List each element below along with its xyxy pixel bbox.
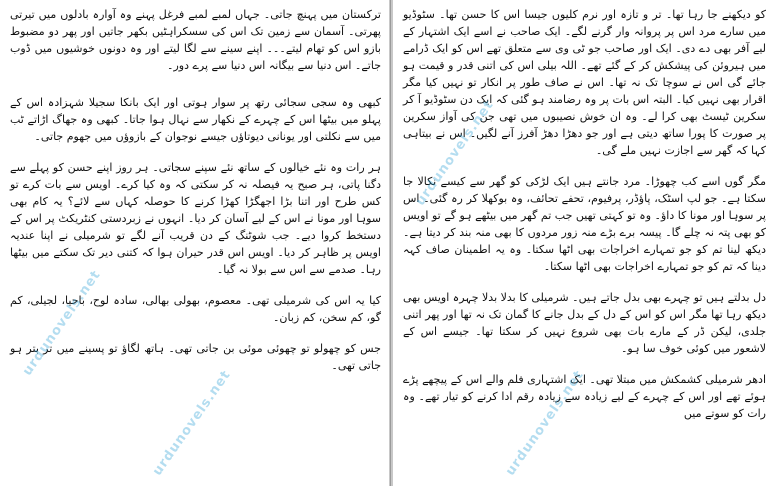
right-paragraph-2: مگر گوں اسے کب چھوڑا۔ مرد جانتے ہیں ایک لڑکی کو گھر سے کیسے نکالا جا سکتا ہے۔ جو لپ اسٹک، پاؤڈر، پرفیوم، تحفے تحائف، وہ بوکھلا کر رہ گئی۔ اس پر سوہا اور مونا کا داؤ۔ وہ تو کہتی تھیں جب تم گھر میں بیٹھے ہو گے تو اویس کو بھی پتہ نہ چلے گا۔ پیسہ برے بڑے منہ زور مردوں کا بھی منہ بند کر دیتا ہے۔ دیکھ لینا تم کو جو تمہارے اخراجات بھی اٹھا سکتا۔ وہ یہ اطمینان صاف کہہ دینا کہ تم کو جو تمہارے اخراجات بھی اٹھا سکتا۔ [403,175,766,273]
watermark-text: urdunovels.net [503,367,588,479]
left-paragraph-1: ترکستان میں پہنچ جاتی۔ جہاں لمبے لمبے فرغل پہنے وہ آوارہ بادلوں میں تیرتی پھرتی۔ آسمان سے زمین تک اس کی سسکراہٹیں بکھر جاتیں اور پھر دو مضبوط بازو اس کو تھام لیتے۔۔۔ اپنے سینے سے لگا لیتے اور وہ دونوں خوشیوں میں ڈوب جاتے۔ اس دنیا سے بیگانہ اس دنیا سے پرے دور۔ [10,8,381,72]
page-divider [390,0,391,486]
right-page [393,0,778,486]
left-paragraph-5: جس کو چھولو تو چھوئی موئی بن جاتی تھی۔ ہاتھ لگاؤ تو پسینے میں تر بتر ہو جاتی تھی۔ [10,342,381,372]
watermark-text: urdunovels.net [150,367,235,479]
right-page-text [403,6,766,436]
right-paragraph-1: کو دیکھنے جا رہا تھا۔ تر و تازہ اور نرم کلیوں جیسا اس کا حسن تھا۔ سٹوڈیو میں سارے مرد اس پر پروانہ وار گرنے لگے۔ ایک صاحب نے اسے ایک اشتہار کے لیے آفر بھی دے دی۔ ایک اور صاحب جو ٹی وی سے متعلق تھے اس کو ایک ڈرامے میں ہیروئن کی پیشکش کر کے گئے تھے۔ اللہ بیلی اس کی اتنی قدر و قیمت ہو جائے گی اس نے سوچا تک نہ تھا۔ اس نے صاف طور پر انکار تو نہیں کیا مگر اقرار بھی نہیں کیا۔ البتہ اس بات پر وہ رضامند ہو گئی کہ ایک دن سٹوڈیو آ کر سکرین ٹیسٹ بھی کرا لے۔ وہ ان خوش نصیبوں میں تھی جن کی آواز سکرین پر صورت کا پورا ساتھ دیتی ہے اور جو دھڑا دھڑ آفرز آنے لگیں۔ اس نے بیتاہی کہا کہ گھر سے اجازت نہیں ملے گی۔ [403,8,766,157]
left-paragraph-3: ہر رات وہ نئے خیالوں کے ساتھ نئے سپنے سجاتی۔ ہر روز اپنے حسن کو پہلے سے دگنا پاتی، ہر صبح یہ فیصلہ نہ کر سکتی کہ وہ کیا کرے۔ اویس سے بات کرے تو کس طرح اور اتنا بڑا اجھگڑا کھڑا کرنے کا حوصلہ کہاں سے لائے؟ یہ کام بھی سوہا اور مونا نے اس کے لیے آسان کر دیا۔ انہوں نے زبردستی کنٹریکٹ پر اس کے دستخط کروا دیے۔ جب شوٹنگ کے دن قریب آنے لگے تو شرمیلی نے اپنا عندیہ اویس پر ظاہر کر دیا۔ اویس اس قدر حیران ہوا کہ کتنی دیر تک سکتے میں بیٹھا رہا۔ صدمے سے اس سے بولا نہ گیا۔ [10,161,381,276]
right-paragraph-4: ادھر شرمیلی کشمکش میں مبتلا تھی۔ ایک اشتہاری فلم والے اس کے پیچھے پڑے ہوئے تھے اور اس کے چہرے کے لیے زیادہ سے زیادہ رقم ادا کرنے کو تیار تھے۔ وہ رات کو سوتے میں [403,373,766,420]
watermark-text: urdunovels.net [413,97,498,209]
left-paragraph-2: کبھی وہ سجی سجائی رتھ پر سوار ہوتی اور ایک بانکا سجیلا شہزادہ اس کے پہلو میں بیٹھا اس کے چہرے کے نکھار سے نہال ہوا جاتا۔ کبھی وہ جھاگ اڑاتے ٹب میں سے نکلتی اور یونانی دیوتاؤں جیسے نوجوان کے بازوؤں میں جھوم جاتی۔ [10,96,381,143]
left-page-text [10,6,381,388]
right-paragraph-3: دل بدلتے ہیں تو چہرے بھی بدل جاتے ہیں۔ شرمیلی کا بدلا بدلا چہرہ اویس بھی دیکھ رہا تھا مگر اس کو اس کے دل کے بدل جانے کا گمان تک نہ تھا اور پھر اتنی جلدی، لیکن ڈر کے مارے بات بھی شروع نہیں کر سکتا تھا۔ جیسے اس کے لاشعور میں کوئی خوف سا ہو۔ [403,291,766,355]
left-paragraph-4: کیا یہ اس کی شرمیلی تھی۔ معصوم، بھولی بھالی، سادہ لوح، باحیا، لجیلی، کم گو، کم سخن، کم زبان۔ [10,294,381,324]
watermark-text: urdunovels.net [20,267,105,379]
